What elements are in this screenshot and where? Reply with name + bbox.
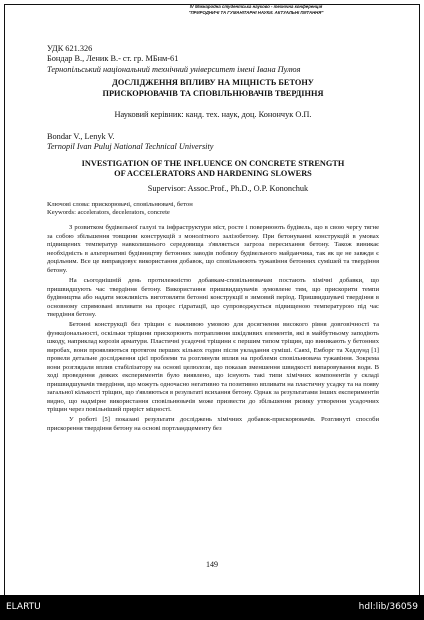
conference-header xyxy=(142,4,370,16)
article-content xyxy=(47,44,379,433)
keywords-ua: Ключові слова: прискорювачі, сповільнювачі, бетон xyxy=(47,200,193,208)
article-title-en xyxy=(47,159,379,180)
article-title-en-line-1: INVESTIGATION OF THE INFLUENCE ON CONCRETE STRENGTH xyxy=(81,158,345,168)
university-en: Ternopil Ivan Puluj National Technical University xyxy=(47,142,214,152)
paragraph: У роботі [5] показані результати досліджень хімічних добавок-прискорювачів. Розглянуті способи прискорення твердіння бетону на основі портландцементу без xyxy=(47,416,379,432)
university-ua: Тернопільський національний технічний університет імені Івана Пулюя xyxy=(47,64,301,74)
paragraph: На сьогоднішній день протилежністю добавкам-сповільнювачам постають хімічні добавки, що пришвидшують час твердіння бетону. Використання пришвидшувачів зумовлене тим, що прискорити темпи будівництва або надати можливість виготовляти бетонні конструкції в зимовий період. Пришвидшувачі твердіння в основному спрямовані впливати на процес гідратації, що супроводжується підвищеною температурою під час твердіння бетону. xyxy=(47,277,379,318)
paragraph: Бетонні конструкції без тріщин є важливою умовою для досягнення високого рівня довговічності та функціональності, оскільки тріщини прискорюють потрапляння шкідливих елементів, які в майбутньому заподіють шкоду, наприклад корозія арматури. Пластичні усадочні тріщини є першим типом тріщин, що виникають у бетонних виробах, вони проявляються протягом перших кількох годин після укладання суміші. Саяхі, Емборг та Хедлунд [1] провели детальне дослідження цієї проблеми та розглянули вплив на проблеми сповільнювача тужавіння. Зокрема вони розглядали вплив стабілізатору на основі целюлози, що показав зменшення швидкості випаровування води. В ході проведення деяких експериментів було виявлено, що існують такі типи хімічних компонентів у складі пришвидшувачів твердіння, що можуть одночасно негативно та позитивно впливати на пластичну усадку та на появу загальної кількості тріщин, що з'являються в результаті всихання бетону. Однак за результатами інших експериментів видно, що надмірне використання сповільнювачів може призвести до збільшення ризику утворення усадочних тріщин через повільніший приріст міцності. xyxy=(47,321,379,413)
article-title-ua-line-1: ДОСЛІДЖЕННЯ ВПЛИВУ НА МІЦНІСТЬ БЕТОНУ xyxy=(112,78,314,88)
page-number: 149 xyxy=(206,560,218,569)
authors-ua: Бондар В., Леник В.- ст. гр. МБнм-61 xyxy=(47,54,179,64)
repository-footer xyxy=(0,595,424,620)
paragraph: З розвитком будівельної галузі та інфраструктури міст, росте і повернюють будівель, що в свою чергу тягне за собою збільшення товщини конструкцій з монолітного залізобетону. При бетонуванні конструкцій в умовах підвищених температур навколишнього середовища з'являється загроза пересихання бетону. Також виникає необхідність в альтернативі будівництву бетонних заводів поблизу будівельного майданчика, так як це не завжди є доцільним. Все це виправдовує використання добавок, що сповільнюють тужавіння бетонних сумішей та твердіння бетону. xyxy=(47,224,379,274)
article-body xyxy=(47,224,379,433)
conference-header-line-1: IV Міжнародна студентська науково - технічна конференція xyxy=(189,4,323,9)
article-title-en-line-2: OF ACCELERATORS AND HARDENING SLOWERS xyxy=(114,169,312,179)
article-title-ua-line-2: ПРИСКОРЮВАЧІВ ТА СПОВІЛЬНЮВАЧІВ ТВЕРДІННЯ xyxy=(102,88,324,98)
english-block xyxy=(47,132,379,153)
keywords-block xyxy=(47,201,379,218)
udc-code: УДК 621.326 xyxy=(47,44,93,53)
article-title-ua xyxy=(47,78,379,99)
supervisor-en: Supervisor: Assoc.Prof., Ph.D., O.P. Kononchuk xyxy=(147,183,309,193)
conference-header-line-2: "ПРИРОДНИЧІ ТА ГУМАНІТАРНІ НАУКИ. АКТУАЛЬНІ ПИТАННЯ" xyxy=(188,10,324,15)
keywords-en: Keywords: accelerators, decelerators, concrete xyxy=(47,209,170,217)
authors-en: Bondar V., Lenyk V. xyxy=(47,132,115,142)
footer-handle-link[interactable]: hdl:lib/36059 xyxy=(358,602,418,612)
footer-repository-name: ELARTU xyxy=(6,602,41,612)
supervisor-ua: Науковий керівник: канд. тех. наук, доц. Конончук О.П. xyxy=(114,110,312,120)
